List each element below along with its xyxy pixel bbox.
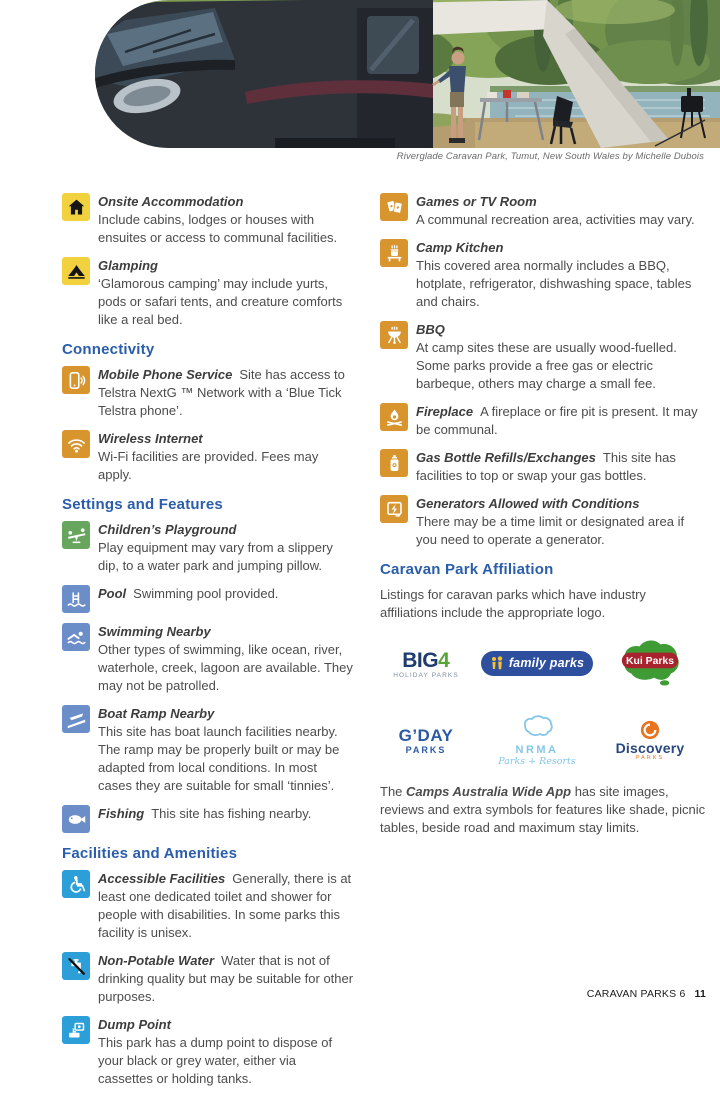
family-figures-icon — [489, 656, 505, 670]
footer-title: CARAVAN PARKS 6 — [586, 988, 686, 1000]
section-heading-facilities-and-amenities: Facilities and Amenities — [62, 845, 238, 862]
closing-paragraph: The Camps Australia Wide App has site images, reviews and extra symbols for features like shade, picnic tables, beside road and maximum stay limits. — [380, 784, 706, 835]
section-heading-settings-and-features: Settings and Features — [62, 496, 223, 513]
section-heading-caravan-park-affiliation: Caravan Park Affiliation — [380, 561, 554, 578]
logo-big4: BIG4 HOLIDAY PARKS — [393, 648, 459, 679]
entry-body: Play equipment may vary from a slippery dip, to a water park and jumping pillow. — [98, 540, 333, 573]
entry-title: Children’s Playground — [98, 522, 237, 537]
legend-entry — [380, 193, 706, 229]
affiliation-logo-grid — [380, 636, 706, 767]
entry-text — [416, 239, 706, 311]
camp-kitchen-icon — [380, 239, 408, 267]
nrma-australia-icon — [520, 713, 554, 739]
entry-text — [98, 585, 354, 603]
legend-entry — [380, 321, 706, 393]
entry-body: Non-Potable Water Water that is not of drinking quality but may be suitable for other purposes. — [98, 953, 354, 1004]
page-number: 11 — [694, 988, 706, 1000]
entry-title: Games or TV Room — [416, 194, 537, 209]
hero-photo-illustration — [95, 0, 720, 148]
fish-icon — [62, 805, 90, 833]
legend-entry — [62, 257, 354, 329]
entry-body: Include cabins, lodges or houses with ensuites or access to communal facilities. — [98, 212, 338, 245]
entry-body: This park has a dump point to dispose of your black or grey water, either via cassettes or holding tanks. — [98, 1035, 333, 1086]
boat-ramp-icon — [62, 705, 90, 733]
entry-title: Boat Ramp Nearby — [98, 706, 215, 721]
entry-body: This covered area normally includes a BBQ, hotplate, refrigerator, dishwashing space, tables and chairs. — [416, 258, 692, 309]
entry-title: Fishing — [98, 806, 145, 821]
logo-gday-parks: G’DAY PARKS — [398, 725, 454, 755]
entry-text — [416, 403, 706, 439]
fireplace-icon — [380, 403, 408, 431]
entry-title: Dump Point — [98, 1017, 171, 1032]
entry-body: Fishing This site has fishing nearby. — [98, 806, 312, 821]
legend-entry — [62, 805, 354, 833]
entry-title: Onsite Accommodation — [98, 194, 244, 209]
entry-text — [98, 257, 354, 329]
right-column — [380, 193, 706, 1098]
svg-text:Kui Parks: Kui Parks — [625, 656, 675, 668]
app-name: Camps Australia Wide App — [406, 784, 572, 799]
gas-bottle-icon — [380, 449, 408, 477]
legend-entry — [62, 952, 354, 1006]
entry-title: Wireless Internet — [98, 431, 203, 446]
left-column — [62, 193, 354, 1098]
entry-text — [98, 1016, 354, 1088]
section-paragraph: Listings for caravan parks which have industry affiliations include the appropriate logo. — [380, 587, 646, 620]
legend-content — [62, 193, 706, 1098]
legend-entry — [62, 870, 354, 942]
page-footer — [587, 988, 706, 1000]
legend-entry — [380, 449, 706, 485]
bbq-icon — [380, 321, 408, 349]
mobile-phone-icon — [62, 366, 90, 394]
entry-title: Accessible Facilities — [98, 871, 226, 886]
entry-text — [98, 805, 354, 823]
entry-title: Fireplace — [416, 404, 474, 419]
logo-nrma-parks: NRMA Parks + Resorts — [498, 713, 575, 767]
entry-title: Generators Allowed with Conditions — [416, 496, 640, 511]
entry-title: Swimming Nearby — [98, 624, 211, 639]
entry-body: Pool Swimming pool provided. — [98, 586, 279, 601]
legend-entry — [62, 430, 354, 484]
pool-ladder-icon — [62, 585, 90, 613]
entry-body: Wi-Fi facilities are provided. Fees may apply. — [98, 449, 319, 482]
entry-title: Non-Potable Water — [98, 953, 215, 968]
legend-entry — [380, 403, 706, 439]
dump-point-icon — [62, 1016, 90, 1044]
entry-body: A communal recreation area, activities may vary. — [416, 212, 695, 227]
entry-body: Accessible Facilities Generally, there is at least one dedicated toilet and shower for people with disabilities. In some parks this facility is unisex. — [98, 871, 352, 940]
legend-entry — [62, 705, 354, 795]
entry-body: Mobile Phone Service Site has access to Telstra NextG ™ Network with a ‘Blue Tick Telstra phone’. — [98, 367, 345, 418]
entry-title: Glamping — [98, 258, 158, 273]
legend-entry — [380, 239, 706, 311]
entry-title: Mobile Phone Service — [98, 367, 233, 382]
legend-entry — [62, 193, 354, 247]
logo-discovery-parks: Discovery PARKS — [616, 720, 685, 761]
playground-icon — [62, 521, 90, 549]
legend-entry — [62, 521, 354, 575]
entry-title: Pool — [98, 586, 127, 601]
entry-text — [98, 430, 354, 484]
generator-icon — [380, 495, 408, 523]
legend-entry — [62, 366, 354, 420]
entry-text — [416, 495, 706, 549]
tent-icon — [62, 257, 90, 285]
kui-australia-icon — [613, 636, 687, 686]
legend-entry — [62, 623, 354, 695]
entry-text — [98, 870, 354, 942]
house-icon — [62, 193, 90, 221]
entry-text — [98, 623, 354, 695]
entry-text — [98, 705, 354, 795]
entry-text — [98, 521, 354, 575]
entry-text — [416, 449, 706, 485]
entry-body: At camp sites these are usually wood-fuelled. Some parks provide a free gas or electric barbeque, others may charge a small fee. — [416, 340, 677, 391]
entry-title: Gas Bottle Refills/Exchanges — [416, 450, 596, 465]
entry-title: BBQ — [416, 322, 445, 337]
legend-entry — [62, 1016, 354, 1088]
no-potable-water-icon — [62, 952, 90, 980]
entry-text — [98, 952, 354, 1006]
entry-text — [98, 366, 354, 420]
entry-text — [416, 193, 706, 229]
wifi-icon — [62, 430, 90, 458]
legend-entry — [380, 495, 706, 549]
section-heading-connectivity: Connectivity — [62, 341, 155, 358]
photo-caption: Riverglade Caravan Park, Tumut, New South Wales by Michelle Dubois — [396, 151, 704, 162]
logo-family-parks: family parks — [481, 651, 593, 676]
hero-photo — [95, 0, 720, 148]
discovery-swirl-icon — [640, 720, 660, 740]
logo-kui-parks — [613, 636, 687, 691]
cards-icon — [380, 193, 408, 221]
swimmer-icon — [62, 623, 90, 651]
entry-text — [98, 193, 354, 247]
entry-text — [416, 321, 706, 393]
entry-body: Gas Bottle Refills/Exchanges This site has facilities to top or swap your gas bottles. — [416, 450, 676, 483]
entry-body: Fireplace A fireplace or fire pit is present. It may be communal. — [416, 404, 698, 437]
entry-title: Camp Kitchen — [416, 240, 504, 255]
entry-body: ‘Glamorous camping’ may include yurts, pods or safari tents, and creature comforts like a real bed. — [98, 276, 343, 327]
legend-entry — [62, 585, 354, 613]
entry-body: Other types of swimming, like ocean, river, waterhole, creek, lagoon are available. They may not be patrolled. — [98, 642, 353, 693]
wheelchair-icon — [62, 870, 90, 898]
entry-body: There may be a time limit or designated area if you need to operate a generator. — [416, 514, 685, 547]
entry-body: This site has boat launch facilities nearby. The ramp may be properly built or may be adapted from local conditions. In most cases they are suitable for small ‘tinnies’. — [98, 724, 340, 793]
